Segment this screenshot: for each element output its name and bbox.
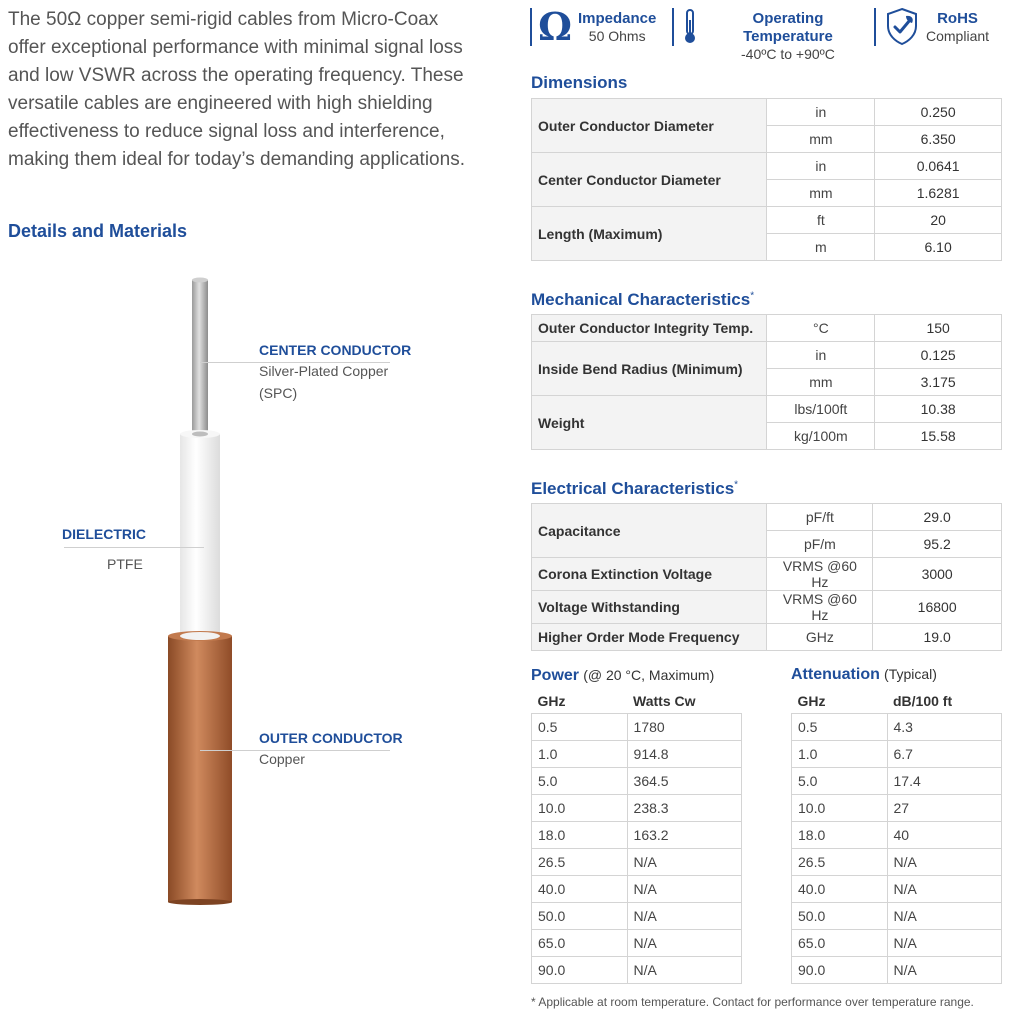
temperature-badge	[680, 6, 870, 62]
value-cell: 95.2	[873, 531, 1002, 558]
value-cell: 0.125	[875, 342, 1002, 369]
unit-cell: VRMS @60 Hz	[767, 558, 873, 591]
frequency-cell: 40.0	[792, 876, 888, 903]
footnote: * Applicable at room temperature. Contact for performance over temperature range.	[531, 995, 974, 1009]
power-table	[531, 689, 742, 984]
intro-line: versatile cables are engineered with high shielding	[8, 93, 433, 114]
value-cell: 19.0	[873, 624, 1002, 651]
rohs-badge	[884, 6, 1010, 48]
table-row	[532, 315, 1002, 342]
temperature-range: -40ºC to +90ºC	[741, 46, 835, 62]
dielectric-title: DIELECTRIC	[62, 526, 146, 542]
value-cell: 364.5	[627, 768, 741, 795]
value-cell: 17.4	[887, 768, 1002, 795]
value-cell: 27	[887, 795, 1002, 822]
frequency-cell: 5.0	[792, 768, 888, 795]
value-cell: 0.250	[875, 99, 1002, 126]
table-row	[792, 741, 1002, 768]
mechanical-table	[531, 314, 1002, 450]
value-cell: 914.8	[627, 741, 741, 768]
value-cell: 238.3	[627, 795, 741, 822]
frequency-cell: 10.0	[532, 795, 628, 822]
mechanical-heading	[531, 290, 754, 310]
intro-line: effectiveness to reduce signal loss and interference,	[8, 121, 445, 142]
value-cell: 6.7	[887, 741, 1002, 768]
frequency-cell: 5.0	[532, 768, 628, 795]
frequency-cell: 26.5	[532, 849, 628, 876]
dielectric-material: PTFE	[107, 556, 143, 572]
table-row	[532, 504, 1002, 531]
attenuation-table	[791, 689, 1002, 984]
table-row	[532, 930, 742, 957]
intro-paragraph	[8, 6, 488, 174]
frequency-cell: 26.5	[792, 849, 888, 876]
value-cell: 6.350	[875, 126, 1002, 153]
table-row	[532, 957, 742, 984]
table-row	[792, 768, 1002, 795]
value-cell: N/A	[887, 876, 1002, 903]
table-row	[532, 558, 1002, 591]
value-cell: 4.3	[887, 714, 1002, 741]
value-cell: 1.6281	[875, 180, 1002, 207]
table-row	[792, 903, 1002, 930]
table-row	[532, 768, 742, 795]
table-row	[532, 207, 1002, 234]
value-cell: N/A	[627, 930, 741, 957]
value-cell: 10.38	[875, 396, 1002, 423]
value-cell: 16800	[873, 591, 1002, 624]
impedance-title: Impedance	[578, 10, 657, 27]
unit-cell: in	[767, 153, 875, 180]
value-cell: N/A	[887, 957, 1002, 984]
frequency-cell: 90.0	[532, 957, 628, 984]
thermometer-icon	[680, 6, 700, 46]
column-header: dB/100 ft	[893, 693, 953, 709]
table-row	[792, 849, 1002, 876]
row-label: Corona Extinction Voltage	[532, 558, 767, 591]
unit-cell: mm	[767, 180, 875, 207]
table-row	[792, 930, 1002, 957]
mechanical-asterisk: *	[750, 290, 755, 302]
unit-cell: lbs/100ft	[767, 396, 875, 423]
unit-cell: m	[767, 234, 875, 261]
table-row	[532, 624, 1002, 651]
frequency-cell: 90.0	[792, 957, 888, 984]
frequency-cell: 50.0	[532, 903, 628, 930]
frequency-cell: 0.5	[792, 714, 888, 741]
value-cell: 20	[875, 207, 1002, 234]
shield-check-leaf-icon	[884, 6, 920, 46]
value-cell: 29.0	[873, 504, 1002, 531]
unit-cell: in	[767, 342, 875, 369]
center-conductor-callout	[259, 342, 411, 404]
power-heading	[531, 667, 714, 685]
center-conductor-abbrev: (SPC)	[259, 385, 298, 401]
frequency-cell: 1.0	[792, 741, 888, 768]
intro-line: The 50Ω copper semi-rigid cables from Micro-Coax	[8, 9, 439, 30]
table-row	[532, 741, 742, 768]
value-cell: 3.175	[875, 369, 1002, 396]
row-label: Center Conductor Diameter	[532, 153, 767, 207]
unit-cell: °C	[767, 315, 875, 342]
value-cell: 40	[887, 822, 1002, 849]
table-row	[532, 714, 742, 741]
unit-cell: pF/ft	[767, 504, 873, 531]
table-row	[792, 795, 1002, 822]
unit-cell: in	[767, 99, 875, 126]
electrical-table	[531, 503, 1002, 651]
value-cell: N/A	[887, 903, 1002, 930]
table-row	[792, 876, 1002, 903]
frequency-cell: 10.0	[792, 795, 888, 822]
value-cell: 1780	[627, 714, 741, 741]
value-cell: 3000	[873, 558, 1002, 591]
table-header-row	[792, 689, 1002, 714]
electrical-heading-text: Electrical Characteristics	[531, 479, 735, 498]
svg-text:Ω: Ω	[538, 6, 572, 46]
unit-cell: pF/m	[767, 531, 873, 558]
value-cell: N/A	[627, 849, 741, 876]
intro-line: offer exceptional performance with minimal signal loss	[8, 37, 463, 58]
row-label: Voltage Withstanding	[532, 591, 767, 624]
dielectric-layer	[180, 430, 220, 634]
details-heading: Details and Materials	[8, 221, 188, 241]
value-cell: N/A	[627, 957, 741, 984]
dimensions-heading: Dimensions	[531, 73, 628, 92]
intro-line: making them ideal for today’s demanding applications.	[8, 149, 465, 170]
frequency-cell: 65.0	[532, 930, 628, 957]
table-row	[792, 822, 1002, 849]
table-row	[532, 342, 1002, 369]
row-label: Outer Conductor Integrity Temp.	[532, 315, 767, 342]
temperature-title: Operating Temperature	[743, 10, 833, 45]
value-cell: N/A	[627, 876, 741, 903]
table-row	[532, 876, 742, 903]
table-row	[532, 903, 742, 930]
outer-conductor-callout	[259, 730, 403, 770]
frequency-cell: 50.0	[792, 903, 888, 930]
value-cell: 163.2	[627, 822, 741, 849]
rohs-title: RoHS	[937, 10, 978, 27]
column-header: Watts Cw	[633, 693, 696, 709]
attenuation-heading	[791, 666, 937, 684]
outer-conductor-tube	[168, 631, 232, 905]
row-label: Inside Bend Radius (Minimum)	[532, 342, 767, 396]
center-conductor-title: CENTER CONDUCTOR	[259, 342, 412, 358]
impedance-badge	[536, 6, 676, 48]
value-cell: N/A	[627, 903, 741, 930]
frequency-cell: 40.0	[532, 876, 628, 903]
dielectric-callout	[62, 526, 146, 542]
power-qualifier: (@ 20 °C, Maximum)	[583, 667, 715, 683]
center-conductor-material: Silver-Plated Copper	[259, 363, 389, 379]
attenuation-heading-text: Attenuation	[791, 666, 880, 683]
row-label: Higher Order Mode Frequency	[532, 624, 767, 651]
unit-cell: mm	[767, 369, 875, 396]
value-cell: 150	[875, 315, 1002, 342]
electrical-asterisk: *	[734, 479, 739, 491]
table-row	[532, 153, 1002, 180]
value-cell: N/A	[887, 849, 1002, 876]
table-row	[532, 849, 742, 876]
row-label: Length (Maximum)	[532, 207, 767, 261]
column-header: GHz	[797, 693, 826, 709]
frequency-cell: 18.0	[792, 822, 888, 849]
mechanical-heading-text: Mechanical Characteristics	[531, 290, 751, 309]
attenuation-qualifier: (Typical)	[884, 666, 937, 682]
column-header: GHz	[537, 693, 566, 709]
row-label: Capacitance	[532, 504, 767, 558]
unit-cell: GHz	[767, 624, 873, 651]
frequency-cell: 0.5	[532, 714, 628, 741]
outer-conductor-material: Copper	[259, 751, 305, 767]
spec-badges	[530, 6, 1010, 62]
frequency-cell: 65.0	[792, 930, 888, 957]
unit-cell: ft	[767, 207, 875, 234]
table-row	[532, 396, 1002, 423]
table-row	[532, 822, 742, 849]
table-row	[532, 591, 1002, 624]
table-row	[532, 99, 1002, 126]
electrical-heading	[531, 479, 738, 499]
value-cell: 15.58	[875, 423, 1002, 450]
value-cell: 6.10	[875, 234, 1002, 261]
cable-illustration	[150, 270, 260, 910]
table-row	[792, 714, 1002, 741]
omega-icon	[536, 6, 574, 46]
unit-cell: VRMS @60 Hz	[767, 591, 873, 624]
unit-cell: mm	[767, 126, 875, 153]
row-label: Weight	[532, 396, 767, 450]
value-cell: 0.0641	[875, 153, 1002, 180]
table-header-row	[532, 689, 742, 714]
center-conductor-wire	[192, 278, 208, 441]
value-cell: N/A	[887, 930, 1002, 957]
frequency-cell: 18.0	[532, 822, 628, 849]
dimensions-table	[531, 98, 1002, 261]
table-row	[792, 957, 1002, 984]
outer-conductor-title: OUTER CONDUCTOR	[259, 730, 403, 746]
impedance-value: 50 Ohms	[588, 28, 646, 44]
dielectric-leader	[64, 547, 204, 548]
frequency-cell: 1.0	[532, 741, 628, 768]
power-heading-text: Power	[531, 667, 580, 684]
intro-line: and low VSWR across the operating frequency. These	[8, 65, 464, 86]
rohs-status: Compliant	[926, 28, 990, 44]
row-label: Outer Conductor Diameter	[532, 99, 767, 153]
unit-cell: kg/100m	[767, 423, 875, 450]
table-row	[532, 795, 742, 822]
